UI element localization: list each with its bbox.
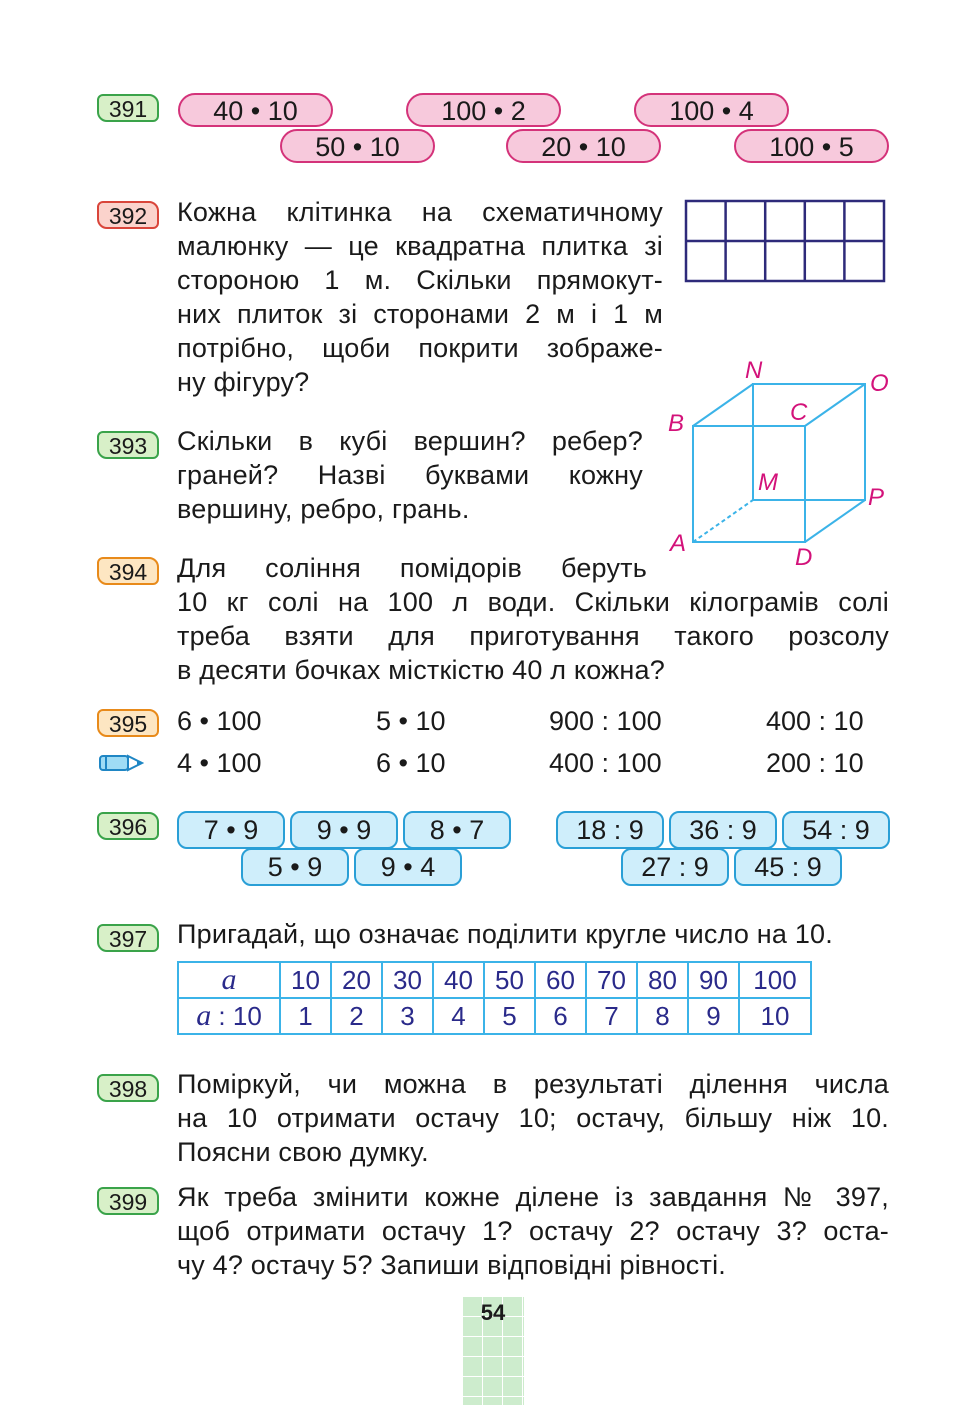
text-line: Поясни свою думку. <box>177 1137 429 1167</box>
expression-box: 27 : 9 <box>621 848 729 886</box>
expression-box: 9 • 9 <box>290 811 398 849</box>
expression: 400 : 100 <box>549 748 662 778</box>
expression-bubble: 100 • 5 <box>734 129 889 163</box>
text-line: малюнку — це квадратна плитка зі <box>177 231 663 261</box>
text-line: граней? Назві буквами кожну <box>177 460 643 490</box>
table-cell: 7 <box>586 998 637 1034</box>
expression: 5 • 10 <box>376 706 446 736</box>
table-cell: 100 <box>739 962 811 998</box>
text-line: в десяти бочках місткістю 40 л кожна? <box>177 655 665 685</box>
expression: 900 : 100 <box>549 706 662 736</box>
table-cell: 2 <box>331 998 382 1034</box>
vertex-label: A <box>670 530 687 557</box>
expression-box: 45 : 9 <box>734 848 842 886</box>
text-line: Для соління помідорів беруть <box>177 553 647 583</box>
task-397-text: Пригадай, що означає поділити кругле число на 10. <box>177 919 833 949</box>
expression-box: 18 : 9 <box>556 811 664 849</box>
expression-box: 8 • 7 <box>403 811 511 849</box>
table-cell: 60 <box>535 962 586 998</box>
text-line: на 10 отримати остачу 10; остачу, більшу ніж 10. <box>177 1103 889 1133</box>
task-number-394: 394 <box>97 557 159 585</box>
table-cell: 9 <box>688 998 739 1034</box>
text-line: потрібно, щоби покрити зображе- <box>177 333 663 363</box>
text-line: Скільки в кубі вершин? ребер? <box>177 426 643 456</box>
task-number-392: 392 <box>97 201 159 229</box>
vertex-label: D <box>795 544 813 571</box>
task-398-text <box>177 1067 889 1169</box>
vertex-label: O <box>870 370 889 397</box>
table-cell: 1 <box>280 998 331 1034</box>
row-header-a: a <box>178 962 280 998</box>
text-line: них плиток зі сторонами 2 м і 1 м <box>177 299 663 329</box>
vertex-label: B <box>668 410 685 437</box>
task-number-395: 395 <box>97 709 159 737</box>
table-row <box>178 998 811 1034</box>
task-number-398: 398 <box>97 1074 159 1102</box>
expression-bubble: 100 • 2 <box>406 93 561 127</box>
expression-box: 36 : 9 <box>669 811 777 849</box>
expression-box: 7 • 9 <box>177 811 285 849</box>
row-header-a-div-10: a : 10 <box>178 998 280 1034</box>
task-number-396: 396 <box>97 812 159 840</box>
expression-bubble: 100 • 4 <box>634 93 789 127</box>
table-cell: 10 <box>739 998 811 1034</box>
task-number-399: 399 <box>97 1187 159 1215</box>
table-cell: 20 <box>331 962 382 998</box>
task-number-393: 393 <box>97 431 159 459</box>
task-394-text <box>177 551 889 687</box>
vertex-label: P <box>868 484 885 511</box>
table-cell: 5 <box>484 998 535 1034</box>
task-392-text <box>177 195 663 399</box>
table-cell: 10 <box>280 962 331 998</box>
table-cell: 3 <box>382 998 433 1034</box>
text-line: Кожна клітинка на схематичному <box>177 197 663 227</box>
text-line: щоб отримати остачу 1? остачу 2? остачу 3? оста- <box>177 1216 889 1246</box>
task-399-text <box>177 1180 889 1282</box>
table-cell: 40 <box>433 962 484 998</box>
text-line: стороною 1 м. Скільки прямокут- <box>177 265 663 295</box>
table-cell: 6 <box>535 998 586 1034</box>
text-line: Поміркуй, чи можна в результаті ділення числа <box>177 1069 889 1099</box>
table-cell: 80 <box>637 962 688 998</box>
task-393-text <box>177 424 643 526</box>
text-line: треба взяти для приготування такого розсолу <box>177 621 889 651</box>
text-line: вершину, ребро, грань. <box>177 494 470 524</box>
expression: 400 : 10 <box>766 706 864 736</box>
page-number: 54 <box>480 1300 506 1325</box>
division-table <box>177 961 812 1035</box>
expression-bubble: 50 • 10 <box>280 129 435 163</box>
expression-bubble: 20 • 10 <box>506 129 661 163</box>
expression: 200 : 10 <box>766 748 864 778</box>
table-cell: 90 <box>688 962 739 998</box>
text-line: ну фігуру? <box>177 367 310 397</box>
text-line: Як треба змінити кожне ділене із завдання № 397, <box>177 1182 889 1212</box>
pencil-icon <box>98 752 144 774</box>
vertex-label: N <box>745 357 763 384</box>
vertex-label: M <box>758 469 778 496</box>
vertex-label: C <box>790 399 808 426</box>
cube-figure <box>690 380 870 550</box>
table-cell: 50 <box>484 962 535 998</box>
table-row <box>178 962 811 998</box>
table-cell: 8 <box>637 998 688 1034</box>
expression: 6 • 100 <box>177 706 262 736</box>
table-cell: 30 <box>382 962 433 998</box>
task-number-397: 397 <box>97 924 159 952</box>
expression-box: 9 • 4 <box>354 848 462 886</box>
expression: 4 • 100 <box>177 748 262 778</box>
table-cell: 4 <box>433 998 484 1034</box>
text-line: 10 кг солі на 100 л води. Скільки кілограмів солі <box>177 587 889 617</box>
text-line: чу 4? остачу 5? Запиши відповідні рівності. <box>177 1250 726 1280</box>
expression: 6 • 10 <box>376 748 446 778</box>
task-number-391: 391 <box>97 94 159 122</box>
expression-box: 54 : 9 <box>782 811 890 849</box>
expression-box: 5 • 9 <box>241 848 349 886</box>
page-number-box <box>462 1296 524 1405</box>
tile-grid-figure <box>684 199 886 283</box>
table-cell: 70 <box>586 962 637 998</box>
expression-bubble: 40 • 10 <box>178 93 333 127</box>
